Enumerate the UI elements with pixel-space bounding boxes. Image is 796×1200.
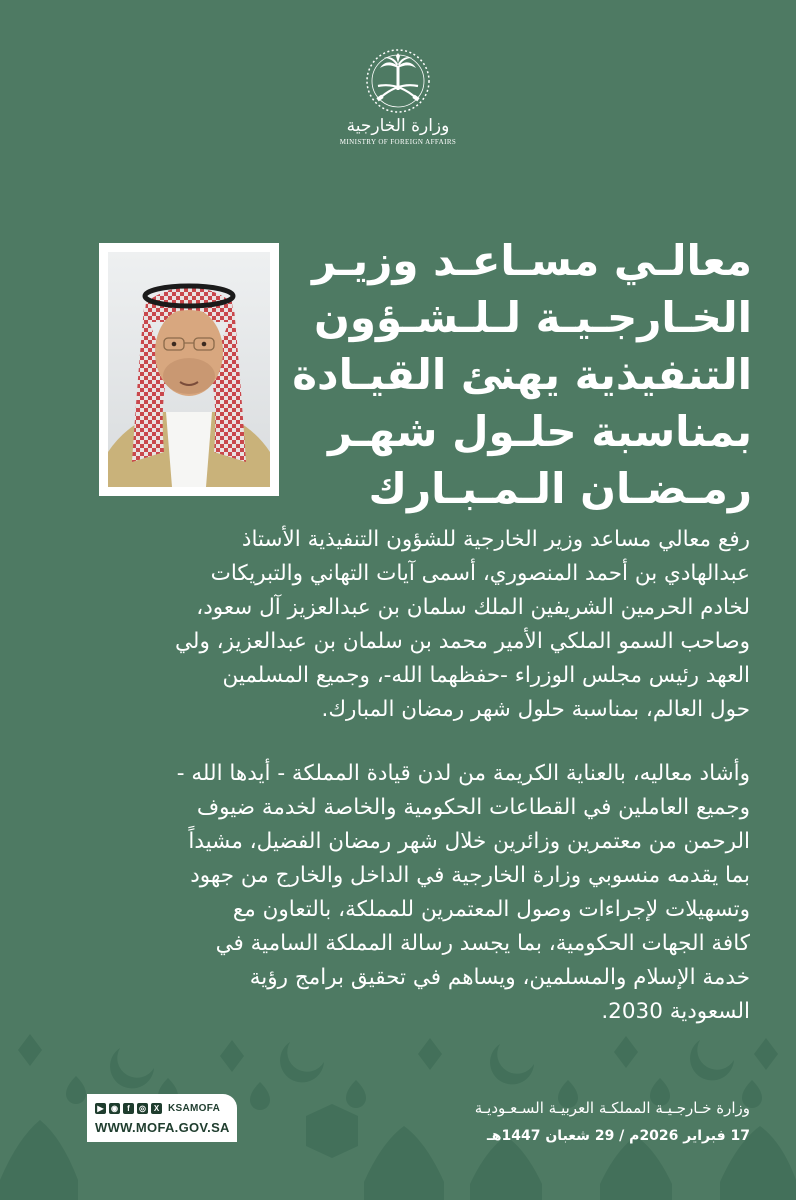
headline-line: التنفيذية يهنئ القيـادة — [292, 350, 752, 399]
paragraph-line: العهد رئيس مجلس الوزراء -حفظهما الله-، وجميع المسلمين — [222, 663, 750, 688]
headline — [292, 232, 752, 517]
paragraph-line: وجميع العاملين في القطاعات الحكومية والخاصة لخدمة ضيوف — [196, 795, 750, 820]
instagram-icon[interactable]: ◎ — [137, 1103, 148, 1114]
paragraph-line: وتسهيلات لإجراءات وصول المعتمرين للمملكة، بالتعاون مع — [232, 897, 750, 922]
website-link[interactable]: WWW.MOFA.GOV.SA — [95, 1120, 230, 1135]
x-icon[interactable]: X — [151, 1103, 162, 1114]
paragraph-line: رفع معالي مساعد وزير الخارجية للشؤون التنفيذية الأستاذ — [241, 527, 750, 552]
paragraph-line: حول العالم، بمناسبة حلول شهر رمضان المبارك. — [321, 697, 750, 722]
facebook-icon[interactable]: f — [123, 1103, 134, 1114]
kaaba-ornament — [306, 1104, 358, 1158]
ministry-logo — [330, 48, 466, 164]
crescent-ornament — [690, 1040, 734, 1080]
social-media-box — [87, 1094, 237, 1142]
diamond-ornament — [418, 1038, 442, 1070]
official-portrait — [99, 243, 279, 496]
social-row — [95, 1099, 229, 1117]
palm-and-swords-emblem-icon — [360, 48, 436, 114]
diamond-ornament — [614, 1036, 638, 1068]
date-line: 17 فبراير 2026م / 29 شعبان 1447هـ — [487, 1128, 750, 1144]
crescent-ornament — [490, 1044, 534, 1084]
dome-ornament — [0, 1120, 78, 1200]
official-photo — [108, 252, 270, 487]
paragraph-line: عبدالهادي بن أحمد المنصوري، أسمى آيات التهاني والتبريكات — [210, 561, 750, 586]
youtube-icon[interactable]: ▶ — [95, 1103, 106, 1114]
drop-ornament — [250, 1082, 270, 1110]
paragraph-line: الرحمن من معتمرين وزائرين خلال شهر رمضان الفضيل، مشيداً — [188, 829, 750, 854]
headline-line: الخـارجـيـة لـلـشـؤون — [314, 293, 752, 342]
diamond-ornament — [220, 1040, 244, 1072]
paragraph-line: السعودية 2030. — [601, 999, 750, 1024]
body-paragraph-1 — [50, 523, 750, 727]
ministry-footer-name: وزارة خـارجـيـة المملكـة العربيـة السـعـوديـة — [474, 1099, 750, 1117]
paragraph-line: كافة الجهات الحكومية، بما يجسد رسالة المملكة السامية في — [215, 931, 750, 956]
paragraph-line: خدمة الإسلام والمسلمين، ويساهم في تحقيق برامج رؤية — [249, 965, 750, 990]
social-handle: KSAMOFA — [168, 1102, 221, 1114]
ministry-name-arabic: وزارة الخارجية — [346, 116, 450, 136]
paragraph-line: لخادم الحرمين الشريفين الملك سلمان بن عبدالعزيز آل سعود، — [196, 595, 750, 620]
snapchat-icon[interactable]: ◉ — [109, 1103, 120, 1114]
crescent-ornament — [110, 1048, 154, 1088]
diamond-ornament — [18, 1034, 42, 1066]
drop-ornament — [66, 1076, 86, 1104]
headline-line: رمـضـان الـمـبـارك — [368, 464, 752, 513]
body-paragraph-2 — [50, 757, 750, 1029]
crescent-ornament — [280, 1042, 324, 1082]
drop-ornament — [346, 1080, 366, 1108]
paragraph-line: وصاحب السمو الملكي الأمير محمد بن سلمان بن عبدالعزيز، ولي — [174, 629, 750, 654]
paragraph-line: وأشاد معاليه، بالعناية الكريمة من لدن قيادة المملكة - أيدها الله - — [176, 761, 750, 786]
headline-line: معالـي مسـاعـد وزيـر — [311, 236, 752, 285]
diamond-ornament — [754, 1038, 778, 1070]
headline-line: بمناسبة حلـول شهـر — [327, 407, 752, 456]
paragraph-line: بما يقدمه منسوبي وزارة الخارجية في الداخل والخارج من جهود — [190, 863, 750, 888]
ministry-name-english: MINISTRY OF FOREIGN AFFAIRS — [339, 138, 457, 146]
